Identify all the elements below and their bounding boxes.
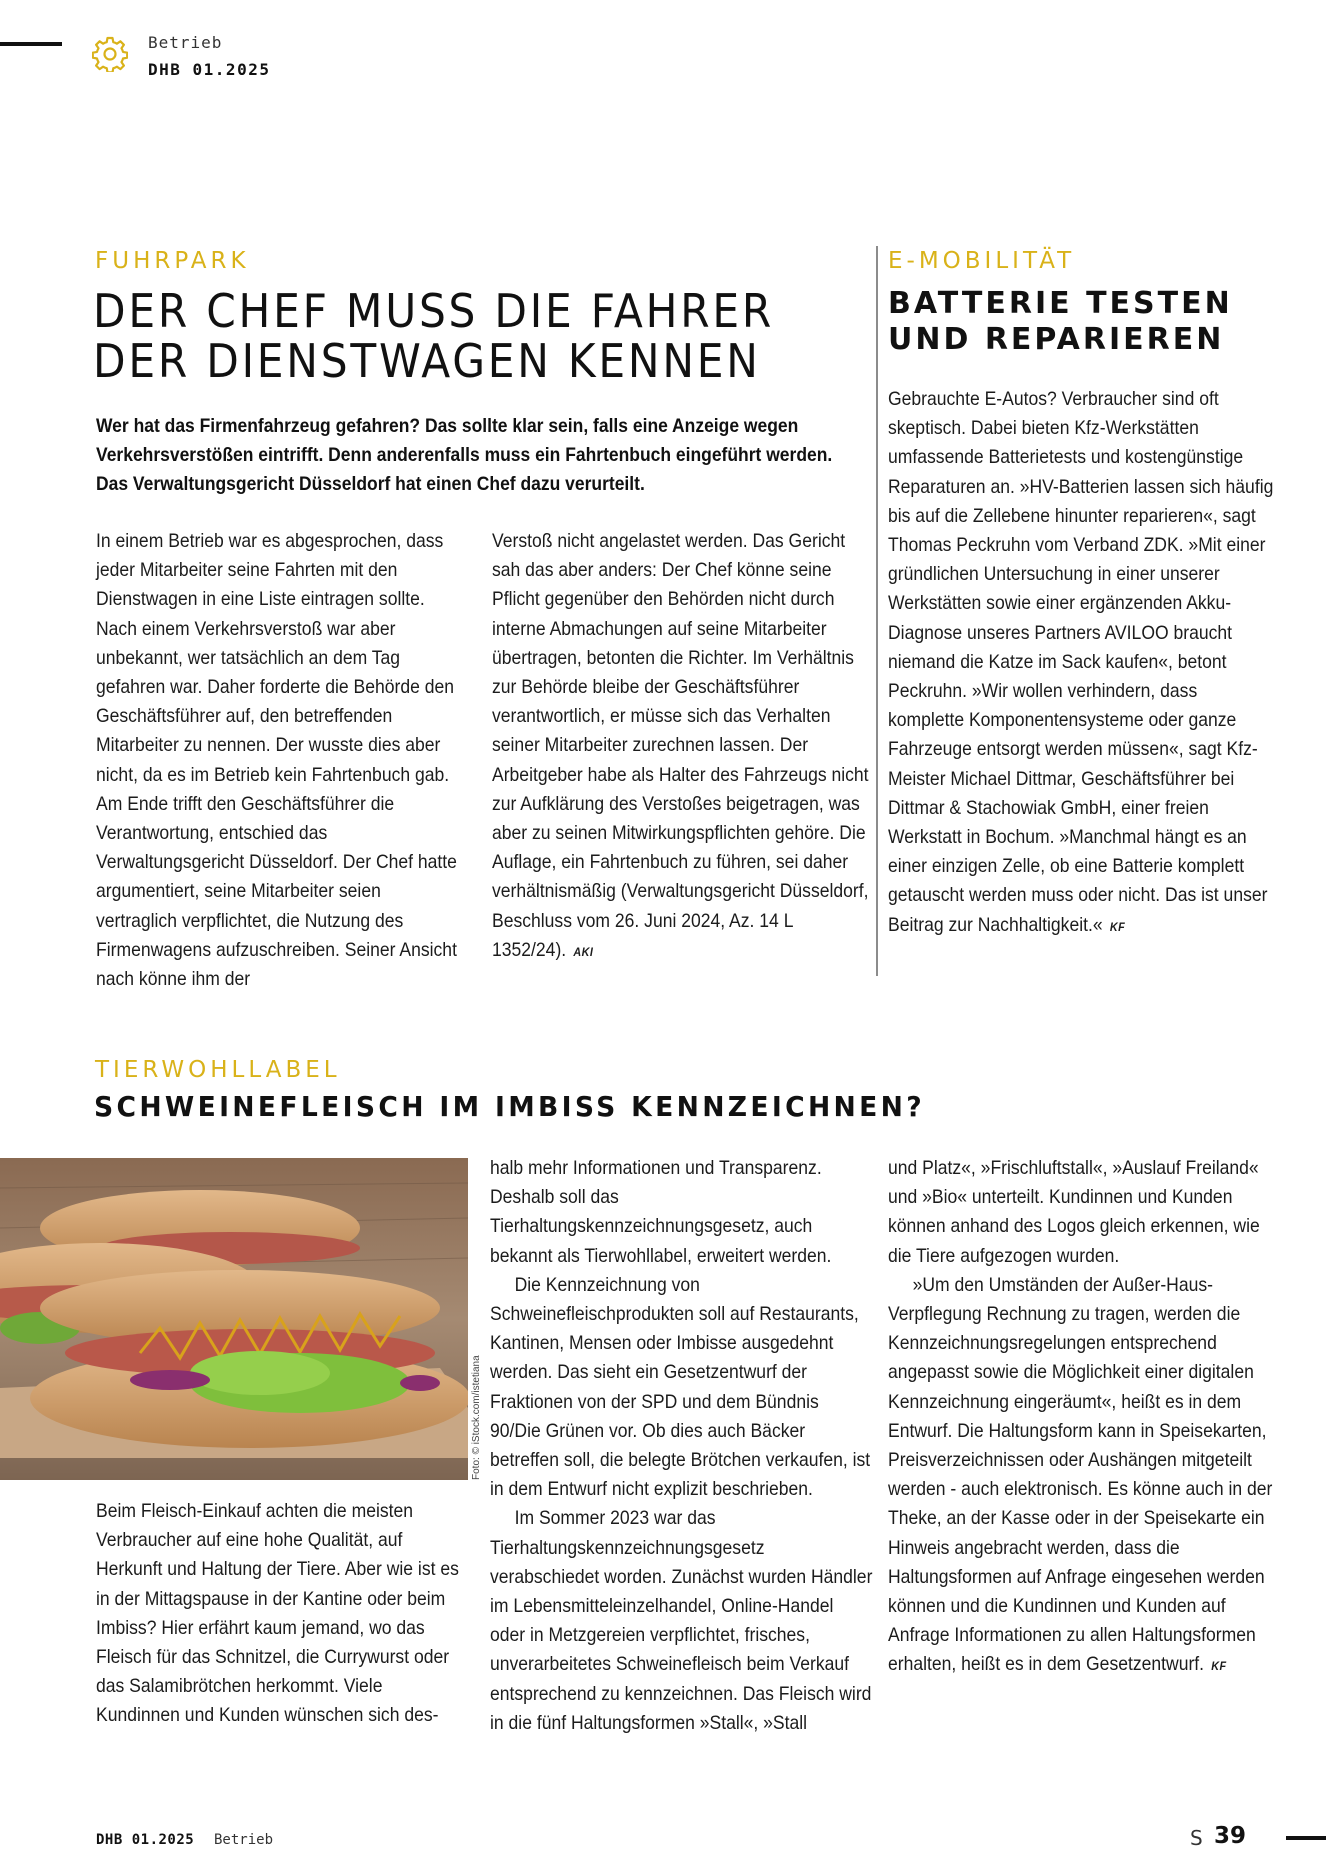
article2-headline-line2: UND REPARIEREN	[888, 322, 1225, 357]
article1-column1: In einem Betrieb war es abgesprochen, dass jeder Mitarbeiter seine Fahrten mit den Dienstwagen in eine Liste eintragen sollte. Nach einem Verkehrsverstoß war aber unbekannt, wer tatsächlich an dem Tag gefahren war. Daher forderte die Behörde den Geschäftsführer auf, den betreffenden Mitarbeiter zu nennen. Der wusste dies aber nicht, da es im Betrieb kein Fahrtenbuch gab. Am Ende trifft den Geschäftsführer die Verantwortung, entschied das Verwaltungsgericht Düsseldorf. Der Chef hatte argumentiert, seine Mitarbeiter seien vertraglich verpflichtet, die Nutzung des Firmenwagens aufzuschreiben. Seiner Ansicht nach könne ihm der	[96, 530, 457, 991]
article3-column2	[490, 1154, 873, 1738]
header-section-label: Betrieb	[148, 33, 223, 52]
photo-credit: Foto: © iStock.com/istetiana	[471, 1355, 482, 1480]
article1-column2-text: Verstoß nicht angelastet werden. Das Gericht sah das aber anders: Der Chef könne seine Pflicht gegenüber den Behörden nicht durch interne Abmachungen auf seine Mitarbeiter übertragen, betonten die Richter. Im Verhältnis zur Behörde bleibe der Geschäftsführer verantwortlich, er müsse sich das Verhalten seiner Mitarbeiter zurechnen lassen. Der Arbeitgeber habe als Halter des Fahrzeugs nicht zur Aufklärung des Verstoßes beigetragen, was aber zu seinen Mitwirkungspflichten gehöre. Die Auflage, ein Fahrtenbuch zu führen, sei daher verhältnismäßig (Verwaltungsgericht Düsseldorf, Beschluss vom 26. Juni 2024, Az. 14 L 1352/24).	[492, 530, 869, 961]
article3-signature: KF	[1211, 1659, 1227, 1674]
article3-kicker: TIERWOHLLABEL	[95, 1057, 341, 1083]
article1-signature: AKI	[573, 944, 594, 959]
article3-column2-paragraph3: Im Sommer 2023 war das Tierhaltungskennzeichnungsgesetz verabschiedet worden. Zunächst wurden Händler im Lebensmitteleinzelhandel, Online-Handel oder in Metzgereien verpflichtet, frisches, unverarbeitetes Schweinefleisch beim Verkauf entsprechend zu kennzeichnen. Das Fleisch wird in die fünf Haltungsformen »Stall«, »Stall	[490, 1507, 873, 1734]
article2-signature: KF	[1109, 919, 1126, 934]
gear-icon	[92, 36, 128, 72]
footer-page-number: 39	[1214, 1823, 1247, 1849]
article3-column3-paragraph2	[888, 1271, 1275, 1682]
article1-column2	[492, 527, 870, 967]
article3-column3-paragraph2-text: »Um den Umständen der Außer-Haus-Verpflegung Rechnung zu tragen, werden die Kennzeichnungsregelungen entsprechend angepasst sowie die Möglichkeit einer digitalen Kennzeichnung eingeräumt«, heißt es in dem Entwurf. Die Haltungsform kann in Speisekarten, Preisverzeichnissen oder Aushängen mitgeteilt werden - auch elektronisch. Es könne auch in der Theke, an der Kasse oder in der Speisekarte ein Hinweis angebracht werden, dass die Haltungsformen auf Anfrage eingesehen werden können und die Kundinnen und Kunden auf Anfrage Informationen zu allen Haltungsformen erhalten, heißt es in dem Gesetzentwurf.	[888, 1273, 1273, 1676]
article1-headline	[93, 286, 829, 386]
article1-kicker: FUHRPARK	[95, 248, 250, 274]
article3-column1: Beim Fleisch-Einkauf achten die meisten Verbraucher auf eine hohe Qualität, auf Herkunft und Haltung der Tiere. Aber wie ist es in der Mittagspause in der Kantine oder beim Imbiss? Hier erfährt kaum jemand, wo das Fleisch für das Schnitzel, die Currywurst oder das Salamibrötchen herkommt. Viele Kundinnen und Kunden wünschen sich des-	[96, 1500, 459, 1727]
article2-headline	[888, 286, 1233, 358]
article3-column2-paragraph2: Die Kennzeichnung von Schweinefleischprodukten soll auf Restaurants, Kantinen, Mensen oder Imbisse ausgedehnt werden. Das sieht ein Gesetzentwurf der Fraktionen von der SPD und dem Bündnis 90/Die Grünen vor. Ob dies auch Bäcker betreffen soll, die belegte Brötchen verkaufen, ist in dem Entwurf nicht explizit beschrieben.	[490, 1273, 871, 1501]
article2-body-text: Gebrauchte E-Autos? Verbraucher sind oft skeptisch. Dabei bieten Kfz-Werkstätten umfassende Batterietests und kostengünstige Reparaturen an. »HV-Batterien lassen sich häufig bis auf die Zellebene hinunter reparieren«, sagt Thomas Peckruhn vom Verband ZDK. »Mit einer gründlichen Untersuchung in einer unserer Werkstätten sowie einer ergänzenden Akku-Diagnose unseres Partners AVILOO braucht niemand die Katze im Sack kaufen«, betont Peckruhn. »Wir wollen verhindern, dass komplette Komponentensysteme oder ganze Fahrzeuge entsorgt werden müssen«, sagt Kfz-Meister Michael Dittmar, Geschäftsführer bei Dittmar & Stachowiak GmbH, einer freien Werkstatt in Bochum. »Manchmal hängt es an einer einzigen Zelle, ob eine Batterie komplett getauscht werden muss oder nicht. Das ist unser Beitrag zur Nachhaltigkeit.«	[888, 388, 1274, 936]
hotdog-illustration	[0, 1158, 468, 1480]
footer-section-label: Betrieb	[214, 1832, 274, 1848]
hotdog-photo	[0, 1158, 468, 1480]
header-rule	[0, 42, 62, 46]
footer-page-prefix: S	[1190, 1826, 1203, 1850]
footer-issue-label: DHB 01.2025	[96, 1832, 195, 1848]
footer-rule	[1286, 1836, 1326, 1840]
article3-column3-paragraph1: und Platz«, »Frischluftstall«, »Auslauf Freiland« und »Bio« unterteilt. Kundinnen und Kunden können anhand des Logos gleich erkennen, wie die Tiere aufgezogen wurden.	[888, 1157, 1260, 1267]
article3-column2-paragraph1: halb mehr Informationen und Transparenz. Deshalb soll das Tierhaltungskennzeichnungsgesetz, auch bekannt als Tierwohllabel, erweitert werden.	[490, 1157, 832, 1267]
article3-column3	[888, 1154, 1275, 1682]
header-issue-label: DHB 01.2025	[148, 60, 271, 79]
article1-lead: Wer hat das Firmenfahrzeug gefahren? Das sollte klar sein, falls eine Anzeige wegen Verkehrsverstößen eintrifft. Denn anderenfalls muss ein Fahrtenbuch eingeführt werden. Das Verwaltungsgericht Düsseldorf hat einen Chef dazu verurteilt.	[96, 416, 833, 495]
article2-headline-line1: BATTERIE TESTEN	[888, 286, 1233, 321]
article1-headline-line2: DER DIENSTWAGEN KENNEN	[93, 334, 761, 388]
article2-body	[888, 385, 1275, 942]
column-divider	[876, 246, 878, 976]
article2-kicker: E-MOBILITÄT	[888, 248, 1076, 274]
article3-headline: SCHWEINEFLEISCH IM IMBISS KENNZEICHNEN?	[94, 1090, 925, 1123]
article1-headline-line1: DER CHEF MUSS DIE FAHRER	[93, 284, 775, 338]
